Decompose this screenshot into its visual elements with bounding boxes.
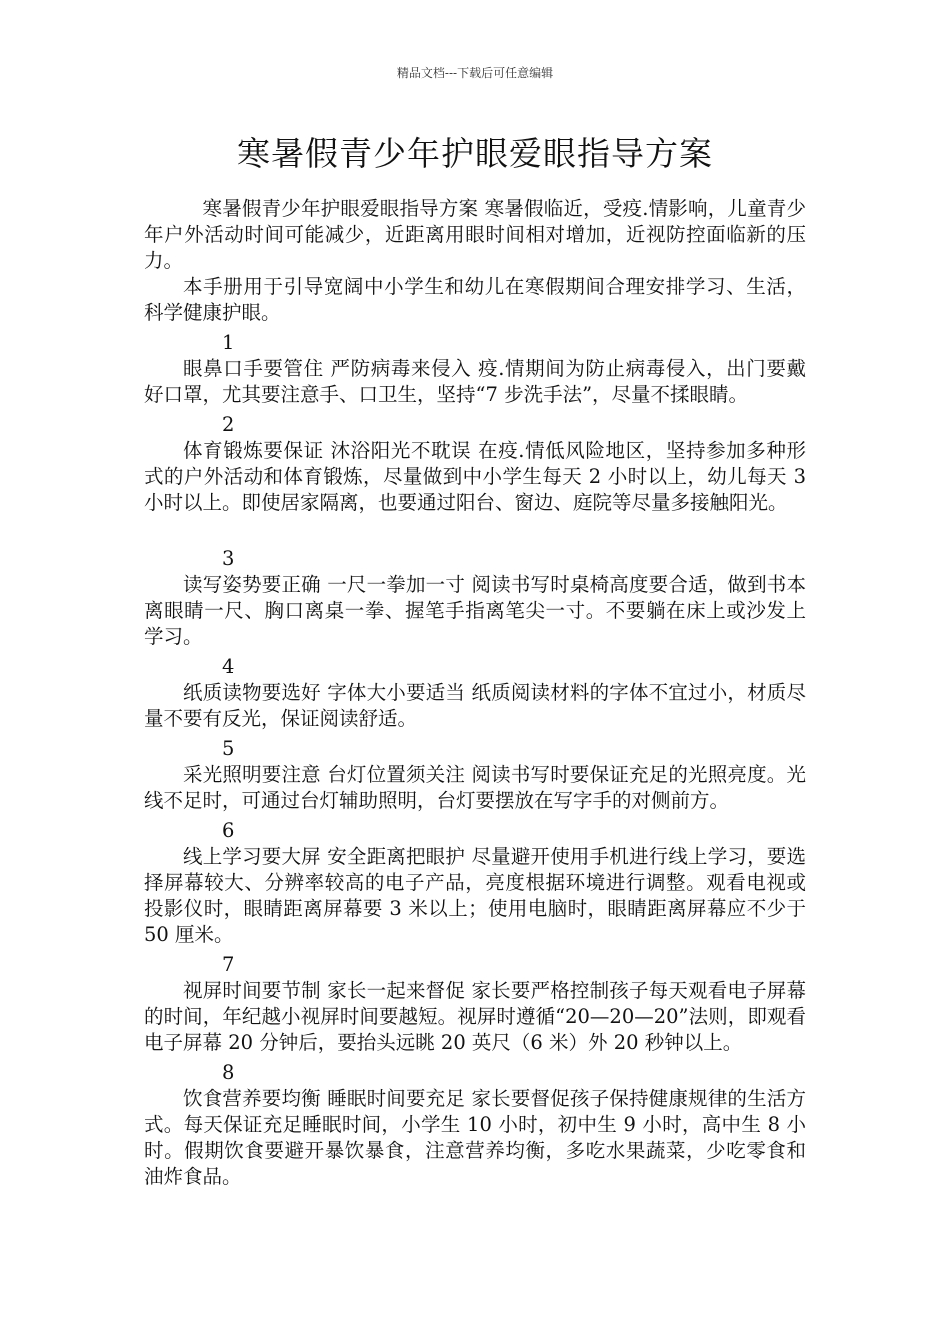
section-text: 视屏时间要节制 家长一起来督促 家长要严格控制孩子每天观看电子屏幕的时间，年纪越小视屏时间要越短。视屏时遵循“20—20—20”法则，即观看电子屏幕 20 分钟后，要抬头远眺 20 英尺（6 米）外 20 秒钟以上。 [144, 979, 806, 1054]
section-text: 体育锻炼要保证 沐浴阳光不耽误 在疫.情低风险地区，坚持参加多种形式的户外活动和体育锻炼，尽量做到中小学生每天 2 小时以上，幼儿每天 3 小时以上。即使居家隔离，也要通过阳台、窗边、庭院等尽量多接触阳光。 [144, 439, 806, 514]
section-text: 纸质读物要选好 字体大小要适当 纸质阅读材料的字体不宜过小，材质尽量不要有反光，保证阅读舒适。 [144, 681, 806, 730]
intro-paragraph: 本手册用于引导宽阔中小学生和幼儿在寒假期间合理安排学习、生活，科学健康护眼。 [144, 275, 806, 324]
section-text: 线上学习要大屏 安全距离把眼护 尽量避开使用手机进行线上学习，要选择屏幕较大、分辨率较高的电子产品，亮度根据环境进行调整。观看电视或投影仪时，眼睛距离屏幕要 3 米以上；使用电脑时，眼睛距离屏幕应不少于 50 厘米。 [144, 845, 806, 946]
section-number: 8 [222, 1061, 235, 1084]
section-number: 7 [222, 953, 235, 976]
section-number: 3 [222, 547, 235, 570]
header-note: 精品文档---下载后可任意编辑 [396, 66, 554, 80]
spacer [144, 516, 806, 542]
section-text: 眼鼻口手要管住 严防病毒来侵入 疫.情期间为防止病毒侵入，出门要戴好口罩，尤其要注意手、口卫生，坚持“7 步洗手法”，尽量不揉眼睛。 [144, 357, 806, 406]
intro-paragraph: 寒暑假青少年护眼爱眼指导方案 寒暑假临近，受疫.情影响，儿童青少年户外活动时间可能减少，近距离用眼时间相对增加，近视防控面临新的压力。 [144, 197, 806, 272]
section-number: 4 [222, 655, 235, 678]
section-number: 1 [222, 331, 235, 354]
section-number: 6 [222, 819, 235, 842]
section-text: 饮食营养要均衡 睡眠时间要充足 家长要督促孩子保持健康规律的生活方式。每天保证充足睡眠时间，小学生 10 小时，初中生 9 小时，高中生 8 小时。假期饮食要避开暴饮暴食，注意营养均衡，多吃水果蔬菜，少吃零食和油炸食品。 [144, 1087, 806, 1188]
section-number: 2 [222, 413, 235, 436]
section-text: 采光照明要注意 台灯位置须关注 阅读书写时要保证充足的光照亮度。光线不足时，可通过台灯辅助照明，台灯要摆放在写字手的对侧前方。 [144, 763, 806, 812]
document-title: 寒暑假青少年护眼爱眼指导方案 [237, 134, 713, 173]
document-body [144, 196, 806, 1190]
section-text: 读写姿势要正确 一尺一拳加一寸 阅读书写时桌椅高度要合适，做到书本离眼睛一尺、胸口离桌一拳、握笔手指离笔尖一寸。不要躺在床上或沙发上学习。 [144, 573, 806, 648]
section-number: 5 [222, 737, 235, 760]
